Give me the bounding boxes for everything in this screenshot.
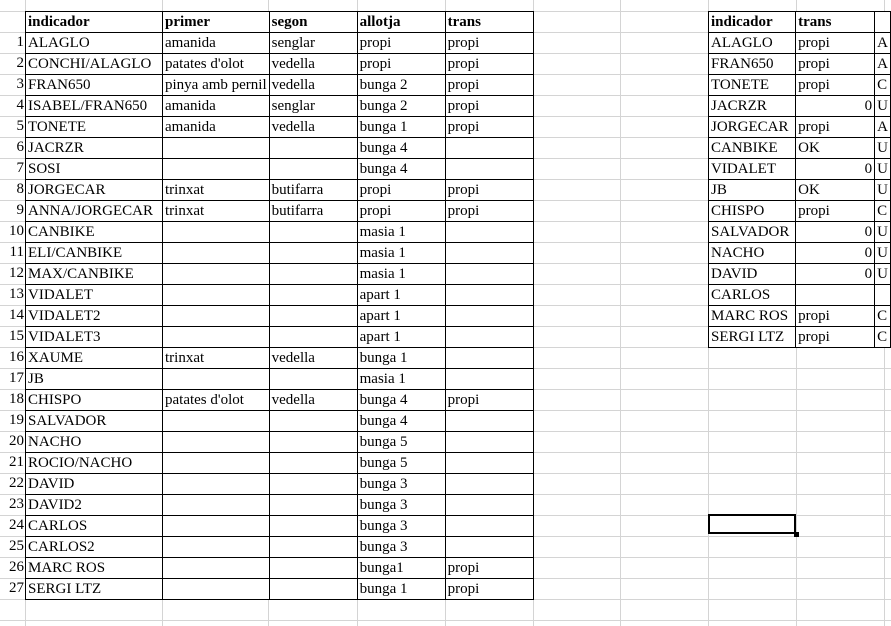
table-cell[interactable]: [445, 453, 533, 474]
table-cell[interactable]: senglar: [269, 96, 357, 117]
table-cell[interactable]: FRAN650: [709, 54, 796, 75]
table-cell[interactable]: [269, 138, 357, 159]
table-cell[interactable]: bunga 4: [357, 390, 445, 411]
table-row: [26, 54, 534, 75]
table-row: [26, 33, 534, 54]
table-cell[interactable]: CARLOS: [709, 285, 796, 306]
table-cell[interactable]: [269, 558, 357, 579]
table-row: [26, 432, 534, 453]
header-cell[interactable]: segon: [269, 12, 357, 33]
table-cell[interactable]: [163, 495, 270, 516]
table-cell[interactable]: bunga 3: [357, 495, 445, 516]
header-cell[interactable]: [875, 12, 891, 33]
table-cell[interactable]: [269, 579, 357, 600]
table-cell[interactable]: [163, 222, 270, 243]
table-cell[interactable]: [163, 264, 270, 285]
table-cell[interactable]: bunga 1: [357, 348, 445, 369]
table-row: [709, 180, 891, 201]
table-row: [709, 117, 891, 138]
table-cell[interactable]: FRAN650: [26, 75, 163, 96]
table-row: [26, 264, 534, 285]
table-cell[interactable]: OK: [796, 180, 875, 201]
table-cell[interactable]: propi: [796, 54, 875, 75]
table-cell[interactable]: bunga1: [357, 558, 445, 579]
table-cell[interactable]: CHISPO: [709, 201, 796, 222]
table-cell[interactable]: JB: [709, 180, 796, 201]
row-number: 1: [16, 34, 24, 50]
table-cell[interactable]: [163, 516, 270, 537]
table-cell[interactable]: [269, 432, 357, 453]
table-row: [709, 138, 891, 159]
table-cell[interactable]: senglar: [269, 33, 357, 54]
table-cell[interactable]: ROCIO/NACHO: [26, 453, 163, 474]
table-cell[interactable]: U: [875, 264, 891, 285]
table-cell[interactable]: propi: [445, 33, 533, 54]
table-cell[interactable]: bunga 4: [357, 138, 445, 159]
row-number: 25: [9, 538, 24, 554]
table-cell[interactable]: [163, 411, 270, 432]
table-cell[interactable]: propi: [445, 54, 533, 75]
table-cell[interactable]: [445, 306, 533, 327]
row-number: 9: [16, 202, 24, 218]
table-cell[interactable]: [163, 159, 270, 180]
table-cell[interactable]: patates d'olot: [163, 54, 270, 75]
table-row: [26, 96, 534, 117]
row-number: 24: [9, 517, 24, 533]
table-cell[interactable]: TONETE: [709, 75, 796, 96]
table-cell[interactable]: [163, 537, 270, 558]
table-cell[interactable]: [445, 369, 533, 390]
table-cell[interactable]: propi: [796, 201, 875, 222]
table-cell[interactable]: butifarra: [269, 180, 357, 201]
table-cell[interactable]: propi: [796, 33, 875, 54]
table-cell[interactable]: SALVADOR: [26, 411, 163, 432]
table-cell[interactable]: trinxat: [163, 348, 270, 369]
table-cell[interactable]: SERGI LTZ: [26, 579, 163, 600]
table-cell[interactable]: bunga 3: [357, 474, 445, 495]
table-cell[interactable]: propi: [796, 327, 875, 348]
table-row: [26, 117, 534, 138]
table-row: [26, 411, 534, 432]
table-cell[interactable]: U: [875, 180, 891, 201]
table-cell[interactable]: bunga 5: [357, 432, 445, 453]
row-number: 4: [16, 97, 24, 113]
table-cell[interactable]: [445, 411, 533, 432]
table-cell[interactable]: ANNA/JORGECAR: [26, 201, 163, 222]
table-row: [709, 33, 891, 54]
table-row: [709, 243, 891, 264]
table-cell[interactable]: [269, 474, 357, 495]
row-number: 6: [16, 139, 24, 155]
table-row: [26, 474, 534, 495]
table-cell[interactable]: propi: [796, 306, 875, 327]
table-cell[interactable]: C: [875, 327, 891, 348]
table-cell[interactable]: JACRZR: [709, 96, 796, 117]
selected-cell[interactable]: [708, 514, 796, 534]
table-cell[interactable]: propi: [445, 96, 533, 117]
table-cell[interactable]: [163, 369, 270, 390]
table-cell[interactable]: [269, 306, 357, 327]
table-row: [26, 495, 534, 516]
table-row: [709, 264, 891, 285]
table-cell[interactable]: CARLOS: [26, 516, 163, 537]
table-row: [26, 285, 534, 306]
table-cell[interactable]: [269, 285, 357, 306]
table-cell[interactable]: bunga 2: [357, 96, 445, 117]
table-row: [26, 369, 534, 390]
row-number: 11: [9, 244, 24, 260]
table-cell[interactable]: [269, 516, 357, 537]
table-cell[interactable]: vedella: [269, 348, 357, 369]
table-cell[interactable]: U: [875, 243, 891, 264]
table-cell[interactable]: JORGECAR: [26, 180, 163, 201]
row-number: 15: [9, 328, 24, 344]
left-data-table: [25, 11, 534, 600]
table-cell[interactable]: SERGI LTZ: [709, 327, 796, 348]
row-number: 27: [9, 580, 24, 596]
table-row: [709, 75, 891, 96]
table-cell[interactable]: [445, 222, 533, 243]
header-cell[interactable]: primer: [163, 12, 270, 33]
table-row: [709, 222, 891, 243]
table-cell[interactable]: C: [875, 201, 891, 222]
table-row: [26, 558, 534, 579]
table-cell[interactable]: apart 1: [357, 306, 445, 327]
table-cell[interactable]: [163, 432, 270, 453]
table-cell[interactable]: A: [875, 117, 891, 138]
table-cell[interactable]: 0: [796, 222, 875, 243]
row-number: 26: [9, 559, 24, 575]
table-cell[interactable]: propi: [445, 390, 533, 411]
table-cell[interactable]: VIDALET: [709, 159, 796, 180]
table-row: [26, 180, 534, 201]
table-cell[interactable]: SOSI: [26, 159, 163, 180]
table-cell[interactable]: [445, 159, 533, 180]
table-cell[interactable]: [163, 453, 270, 474]
table-cell[interactable]: [269, 243, 357, 264]
table-header-row: [26, 12, 534, 33]
table-row: [709, 159, 891, 180]
row-number: 20: [9, 433, 24, 449]
table-cell[interactable]: ALAGLO: [26, 33, 163, 54]
table-cell[interactable]: masia 1: [357, 243, 445, 264]
table-cell[interactable]: vedella: [269, 390, 357, 411]
table-row: [709, 96, 891, 117]
table-cell[interactable]: U: [875, 222, 891, 243]
table-cell[interactable]: bunga 3: [357, 516, 445, 537]
table-cell[interactable]: [445, 348, 533, 369]
row-number: 7: [16, 160, 24, 176]
table-row: [26, 390, 534, 411]
table-cell[interactable]: TONETE: [26, 117, 163, 138]
table-cell[interactable]: JORGECAR: [709, 117, 796, 138]
table-row: [709, 201, 891, 222]
table-cell[interactable]: MARC ROS: [26, 558, 163, 579]
table-cell[interactable]: apart 1: [357, 285, 445, 306]
table-cell[interactable]: propi: [445, 201, 533, 222]
row-number: 3: [16, 76, 24, 92]
table-cell[interactable]: bunga 5: [357, 453, 445, 474]
table-cell[interactable]: DAVID: [709, 264, 796, 285]
table-cell[interactable]: propi: [357, 33, 445, 54]
table-cell[interactable]: bunga 4: [357, 159, 445, 180]
row-number: 19: [9, 412, 24, 428]
row-number: 22: [9, 475, 24, 491]
row-number: 12: [9, 265, 24, 281]
row-number: 16: [9, 349, 24, 365]
header-cell[interactable]: trans: [445, 12, 533, 33]
table-cell[interactable]: [269, 369, 357, 390]
row-number: 13: [9, 286, 24, 302]
table-row: [26, 327, 534, 348]
header-cell[interactable]: allotja: [357, 12, 445, 33]
table-cell[interactable]: [269, 537, 357, 558]
table-row: [709, 327, 891, 348]
table-cell[interactable]: [445, 138, 533, 159]
table-cell[interactable]: bunga 1: [357, 579, 445, 600]
row-number: 17: [9, 370, 24, 386]
table-cell[interactable]: 0: [796, 159, 875, 180]
row-number: 23: [9, 496, 24, 512]
table-cell[interactable]: ALAGLO: [709, 33, 796, 54]
table-cell[interactable]: [163, 306, 270, 327]
table-cell[interactable]: vedella: [269, 54, 357, 75]
table-cell[interactable]: NACHO: [709, 243, 796, 264]
table-cell[interactable]: amanida: [163, 33, 270, 54]
table-header-row: [709, 12, 891, 33]
table-cell[interactable]: NACHO: [26, 432, 163, 453]
table-cell[interactable]: [445, 495, 533, 516]
table-row: [26, 138, 534, 159]
header-cell[interactable]: trans: [796, 12, 875, 33]
table-cell[interactable]: propi: [445, 75, 533, 96]
table-row: [26, 348, 534, 369]
table-cell[interactable]: CONCHI/ALAGLO: [26, 54, 163, 75]
table-cell[interactable]: bunga 3: [357, 537, 445, 558]
table-cell[interactable]: JB: [26, 369, 163, 390]
table-cell[interactable]: C: [875, 75, 891, 96]
table-cell[interactable]: [445, 285, 533, 306]
row-number: 2: [16, 55, 24, 71]
table-cell[interactable]: C: [875, 306, 891, 327]
table-cell[interactable]: CARLOS2: [26, 537, 163, 558]
table-cell[interactable]: [163, 474, 270, 495]
table-cell[interactable]: propi: [796, 75, 875, 96]
table-cell[interactable]: [269, 411, 357, 432]
table-cell[interactable]: U: [875, 159, 891, 180]
table-cell[interactable]: vedella: [269, 75, 357, 96]
table-cell[interactable]: MAX/CANBIKE: [26, 264, 163, 285]
table-cell[interactable]: [269, 327, 357, 348]
row-number: 10: [9, 223, 24, 239]
table-row: [709, 306, 891, 327]
table-cell[interactable]: masia 1: [357, 369, 445, 390]
table-cell[interactable]: U: [875, 138, 891, 159]
table-cell[interactable]: bunga 1: [357, 117, 445, 138]
table-cell[interactable]: [445, 537, 533, 558]
table-row: [709, 285, 891, 306]
table-cell[interactable]: OK: [796, 138, 875, 159]
table-cell[interactable]: [445, 243, 533, 264]
table-cell[interactable]: bunga 2: [357, 75, 445, 96]
table-cell[interactable]: propi: [357, 54, 445, 75]
table-cell[interactable]: propi: [357, 201, 445, 222]
table-cell[interactable]: VIDALET3: [26, 327, 163, 348]
row-number: 5: [16, 118, 24, 134]
table-cell[interactable]: 0: [796, 96, 875, 117]
grid-row-line: [0, 620, 891, 621]
table-cell[interactable]: DAVID: [26, 474, 163, 495]
table-cell[interactable]: JACRZR: [26, 138, 163, 159]
table-cell[interactable]: [269, 495, 357, 516]
table-cell[interactable]: [163, 243, 270, 264]
table-row: [26, 75, 534, 96]
table-cell[interactable]: propi: [796, 117, 875, 138]
table-row: [26, 306, 534, 327]
table-cell[interactable]: amanida: [163, 96, 270, 117]
table-cell[interactable]: [163, 327, 270, 348]
header-cell[interactable]: indicador: [26, 12, 163, 33]
table-cell[interactable]: propi: [445, 579, 533, 600]
table-cell[interactable]: [445, 474, 533, 495]
table-row: [709, 54, 891, 75]
table-row: [26, 516, 534, 537]
table-cell[interactable]: VIDALET2: [26, 306, 163, 327]
table-cell[interactable]: [269, 222, 357, 243]
table-cell[interactable]: 0: [796, 243, 875, 264]
table-cell[interactable]: [875, 285, 891, 306]
grid-column-line: [620, 0, 621, 626]
table-cell[interactable]: [163, 558, 270, 579]
table-cell[interactable]: ELI/CANBIKE: [26, 243, 163, 264]
table-cell[interactable]: [445, 264, 533, 285]
table-cell[interactable]: vedella: [269, 117, 357, 138]
table-cell[interactable]: propi: [445, 558, 533, 579]
table-cell[interactable]: propi: [445, 117, 533, 138]
table-row: [26, 579, 534, 600]
table-cell[interactable]: trinxat: [163, 180, 270, 201]
table-cell[interactable]: [163, 579, 270, 600]
table-cell[interactable]: 0: [796, 264, 875, 285]
table-cell[interactable]: [796, 285, 875, 306]
table-cell[interactable]: VIDALET: [26, 285, 163, 306]
table-cell[interactable]: [445, 432, 533, 453]
table-cell[interactable]: bunga 4: [357, 411, 445, 432]
header-cell[interactable]: indicador: [709, 12, 796, 33]
right-data-table: [708, 11, 891, 348]
table-cell[interactable]: propi: [357, 180, 445, 201]
table-cell[interactable]: amanida: [163, 117, 270, 138]
row-number: 21: [9, 454, 24, 470]
table-cell[interactable]: SALVADOR: [709, 222, 796, 243]
table-cell[interactable]: [163, 285, 270, 306]
table-row: [26, 201, 534, 222]
table-cell[interactable]: patates d'olot: [163, 390, 270, 411]
table-cell[interactable]: [269, 159, 357, 180]
fill-handle[interactable]: [794, 532, 799, 537]
row-number: 14: [9, 307, 24, 323]
table-row: [26, 243, 534, 264]
table-cell[interactable]: trinxat: [163, 201, 270, 222]
table-cell[interactable]: pinya amb pernil: [163, 75, 270, 96]
row-number: 18: [9, 391, 24, 407]
table-cell[interactable]: A: [875, 33, 891, 54]
table-cell[interactable]: [163, 138, 270, 159]
table-cell[interactable]: CANBIKE: [709, 138, 796, 159]
table-cell[interactable]: [269, 264, 357, 285]
table-cell[interactable]: [269, 453, 357, 474]
table-cell[interactable]: masia 1: [357, 222, 445, 243]
table-row: [26, 537, 534, 558]
table-cell[interactable]: U: [875, 96, 891, 117]
table-cell[interactable]: apart 1: [357, 327, 445, 348]
table-cell[interactable]: butifarra: [269, 201, 357, 222]
row-number: 8: [16, 181, 24, 197]
table-row: [26, 159, 534, 180]
table-row: [26, 453, 534, 474]
table-cell[interactable]: masia 1: [357, 264, 445, 285]
table-cell[interactable]: CHISPO: [26, 390, 163, 411]
table-cell[interactable]: XAUME: [26, 348, 163, 369]
table-cell[interactable]: A: [875, 54, 891, 75]
table-cell[interactable]: [445, 327, 533, 348]
table-cell[interactable]: DAVID2: [26, 495, 163, 516]
table-cell[interactable]: ISABEL/FRAN650: [26, 96, 163, 117]
table-cell[interactable]: MARC ROS: [709, 306, 796, 327]
table-row: [26, 222, 534, 243]
table-cell[interactable]: propi: [445, 180, 533, 201]
table-cell[interactable]: [445, 516, 533, 537]
table-cell[interactable]: CANBIKE: [26, 222, 163, 243]
